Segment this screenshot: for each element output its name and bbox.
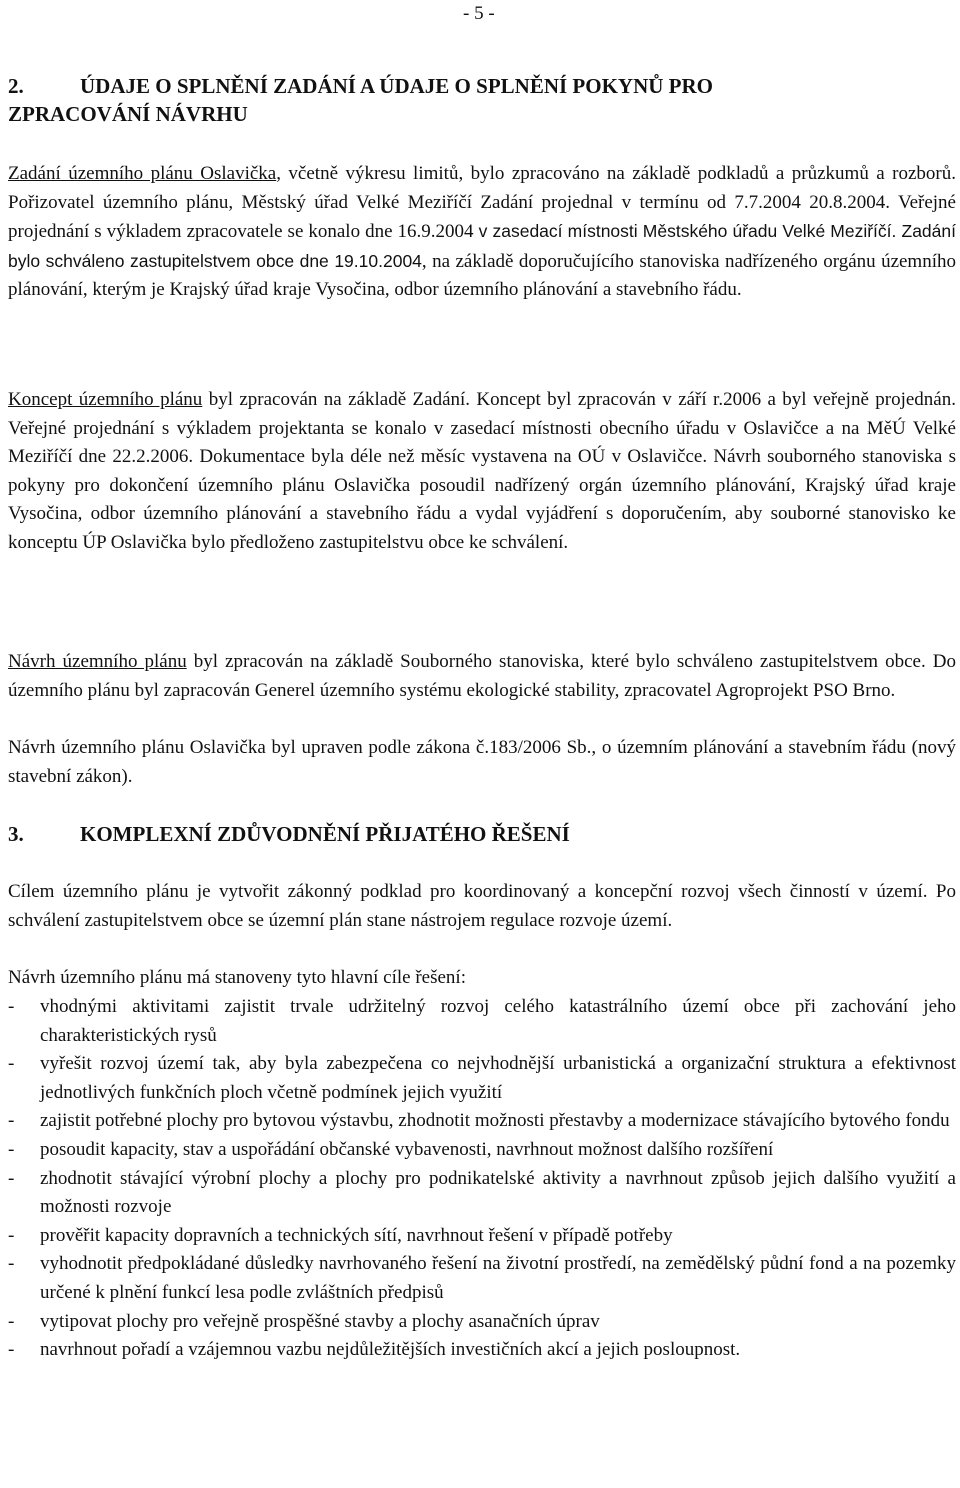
section-2-paragraph-navrh [8, 648, 956, 705]
paragraph-lead-koncept: Koncept územního plánu [8, 389, 203, 410]
paragraph-lead-navrh: Návrh územního plánu [8, 651, 187, 672]
goal-item: - vytipovat plochy pro veřejně prospěšné stavby a plochy asanačních úprav [8, 1308, 956, 1337]
paragraph-text: v zasedací místnosti Městského úřadu Velké Meziříčí. Zadání bylo schváleno zastupitelstvem obce dne 19.10.2004 [8, 221, 956, 271]
goal-item: - zhodnotit stávající výrobní plochy a plochy pro podnikatelské aktivity a navrhnout způsob jejich dalšího využití a možnosti rozvoje [8, 1165, 956, 1222]
goal-item: - navrhnout pořadí a vzájemnou vazbu nejdůležitějších investičních akcí a jejich posloupnost. [8, 1336, 956, 1365]
section-2-paragraph-koncept [8, 386, 956, 558]
section-2-number: 2. [8, 74, 24, 98]
goal-item: - zajistit potřebné plochy pro bytovou výstavbu, zhodnotit možnosti přestavby a modernizace stávajícího bytového fondu [8, 1107, 956, 1136]
paragraph-text: , včetně výkresu limitů, bylo zpracováno na základě podkladů a průzkumů a rozborů. Pořizovatel územního plánu, Městský úřad Velké Meziříčí Zadání projednal v termínu od 7.7.2004 20.8.2004. Veřejné projednání s výkladem zpracovatele se konalo dne 16.9.2004 [8, 163, 956, 243]
section-3-heading [8, 820, 570, 848]
section-2-title-line2: ZPRACOVÁNÍ NÁVRHU [8, 102, 248, 126]
page-number: - 5 - [463, 3, 495, 24]
goals-list [8, 993, 956, 1365]
goals-intro: Návrh územního plánu má stanoveny tyto hlavní cíle řešení: [8, 967, 466, 988]
section-2-paragraph-zakon: Návrh územního plánu Oslavička byl upraven podle zákona č.183/2006 Sb., o územním plánování a stavebním řádu (nový stavební zákon). [8, 737, 956, 787]
section-3-title: KOMPLEXNÍ ZDŮVODNĚNÍ PŘIJATÉHO ŘEŠENÍ [80, 822, 570, 846]
goal-item: - vyhodnotit předpokládané důsledky navrhovaného řešení na životní prostředí, na zemědělský půdní fond a na pozemky určené k plnění funkcí lesa podle zvláštních předpisů [8, 1250, 956, 1307]
section-2-title-line1: ÚDAJE O SPLNĚNÍ ZADÁNÍ A ÚDAJE O SPLNĚNÍ POKYNŮ PRO [80, 74, 713, 98]
section-2-paragraph-zadani [8, 160, 956, 305]
paragraph-lead-zadani: Zadání územního plánu Oslavička [8, 163, 277, 184]
section-3-paragraph-cil: Cílem územního plánu je vytvořit zákonný podklad pro koordinovaný a koncepční rozvoj všech činností v území. Po schválení zastupitelstvem obce se územní plán stane nástrojem regulace rozvoje území. [8, 881, 956, 931]
paragraph-text: byl zpracován na základě Zadání. Koncept byl zpracován v září r.2006 a byl veřejně projednán. Veřejné projednání s výkladem projektanta se konalo v zasedací místnosti obecního úřadu v Oslavičce a na MěÚ Velké Meziříčí dne 22.2.2006. Dokumentace byla déle než měsíc vystavena na OÚ v Oslavičce. Návrh souborného stanoviska s pokyny pro dokončení územního plánu Oslavička posoudil nadřízený orgán územního plánování, Krajský úřad kraje Vysočina, odbor územního plánování a stavebního řádu a vydal vyjádření s doporučením, aby souborné stanovisko ke konceptu ÚP Oslavička bylo předloženo zastupitelstvu obce ke schválení. [8, 389, 956, 553]
goal-item: - prověřit kapacity dopravních a technických sítí, navrhnout řešení v případě potřeby [8, 1222, 956, 1251]
goal-item: - vhodnými aktivitami zajistit trvale udržitelný rozvoj celého katastrálního území obce při zachování jeho charakteristických rysů [8, 993, 956, 1050]
goal-item: - vyřešit rozvoj území tak, aby byla zabezpečena co nejvhodnější urbanistická a organizační struktura a efektivnost jednotlivých funkčních ploch včetně podmínek jejich využití [8, 1050, 956, 1107]
section-2-heading [8, 72, 713, 128]
paragraph-text: , na základě doporučujícího stanoviska nadřízeného orgánu územního plánování, kterým je Krajský úřad kraje Vysočina, odbor územního plánování a stavebního řádu. [8, 250, 956, 301]
section-3-number: 3. [8, 822, 24, 846]
paragraph-text: byl zpracován na základě Souborného stanoviska, které bylo schváleno zastupitelstvem obce. Do územního plánu byl zapracován Generel územního systému ekologické stability, zpracovatel Agroprojekt PSO Brno. [8, 651, 956, 701]
goal-item: - posoudit kapacity, stav a uspořádání občanské vybavenosti, navrhnout možnost dalšího rozšíření [8, 1136, 956, 1165]
